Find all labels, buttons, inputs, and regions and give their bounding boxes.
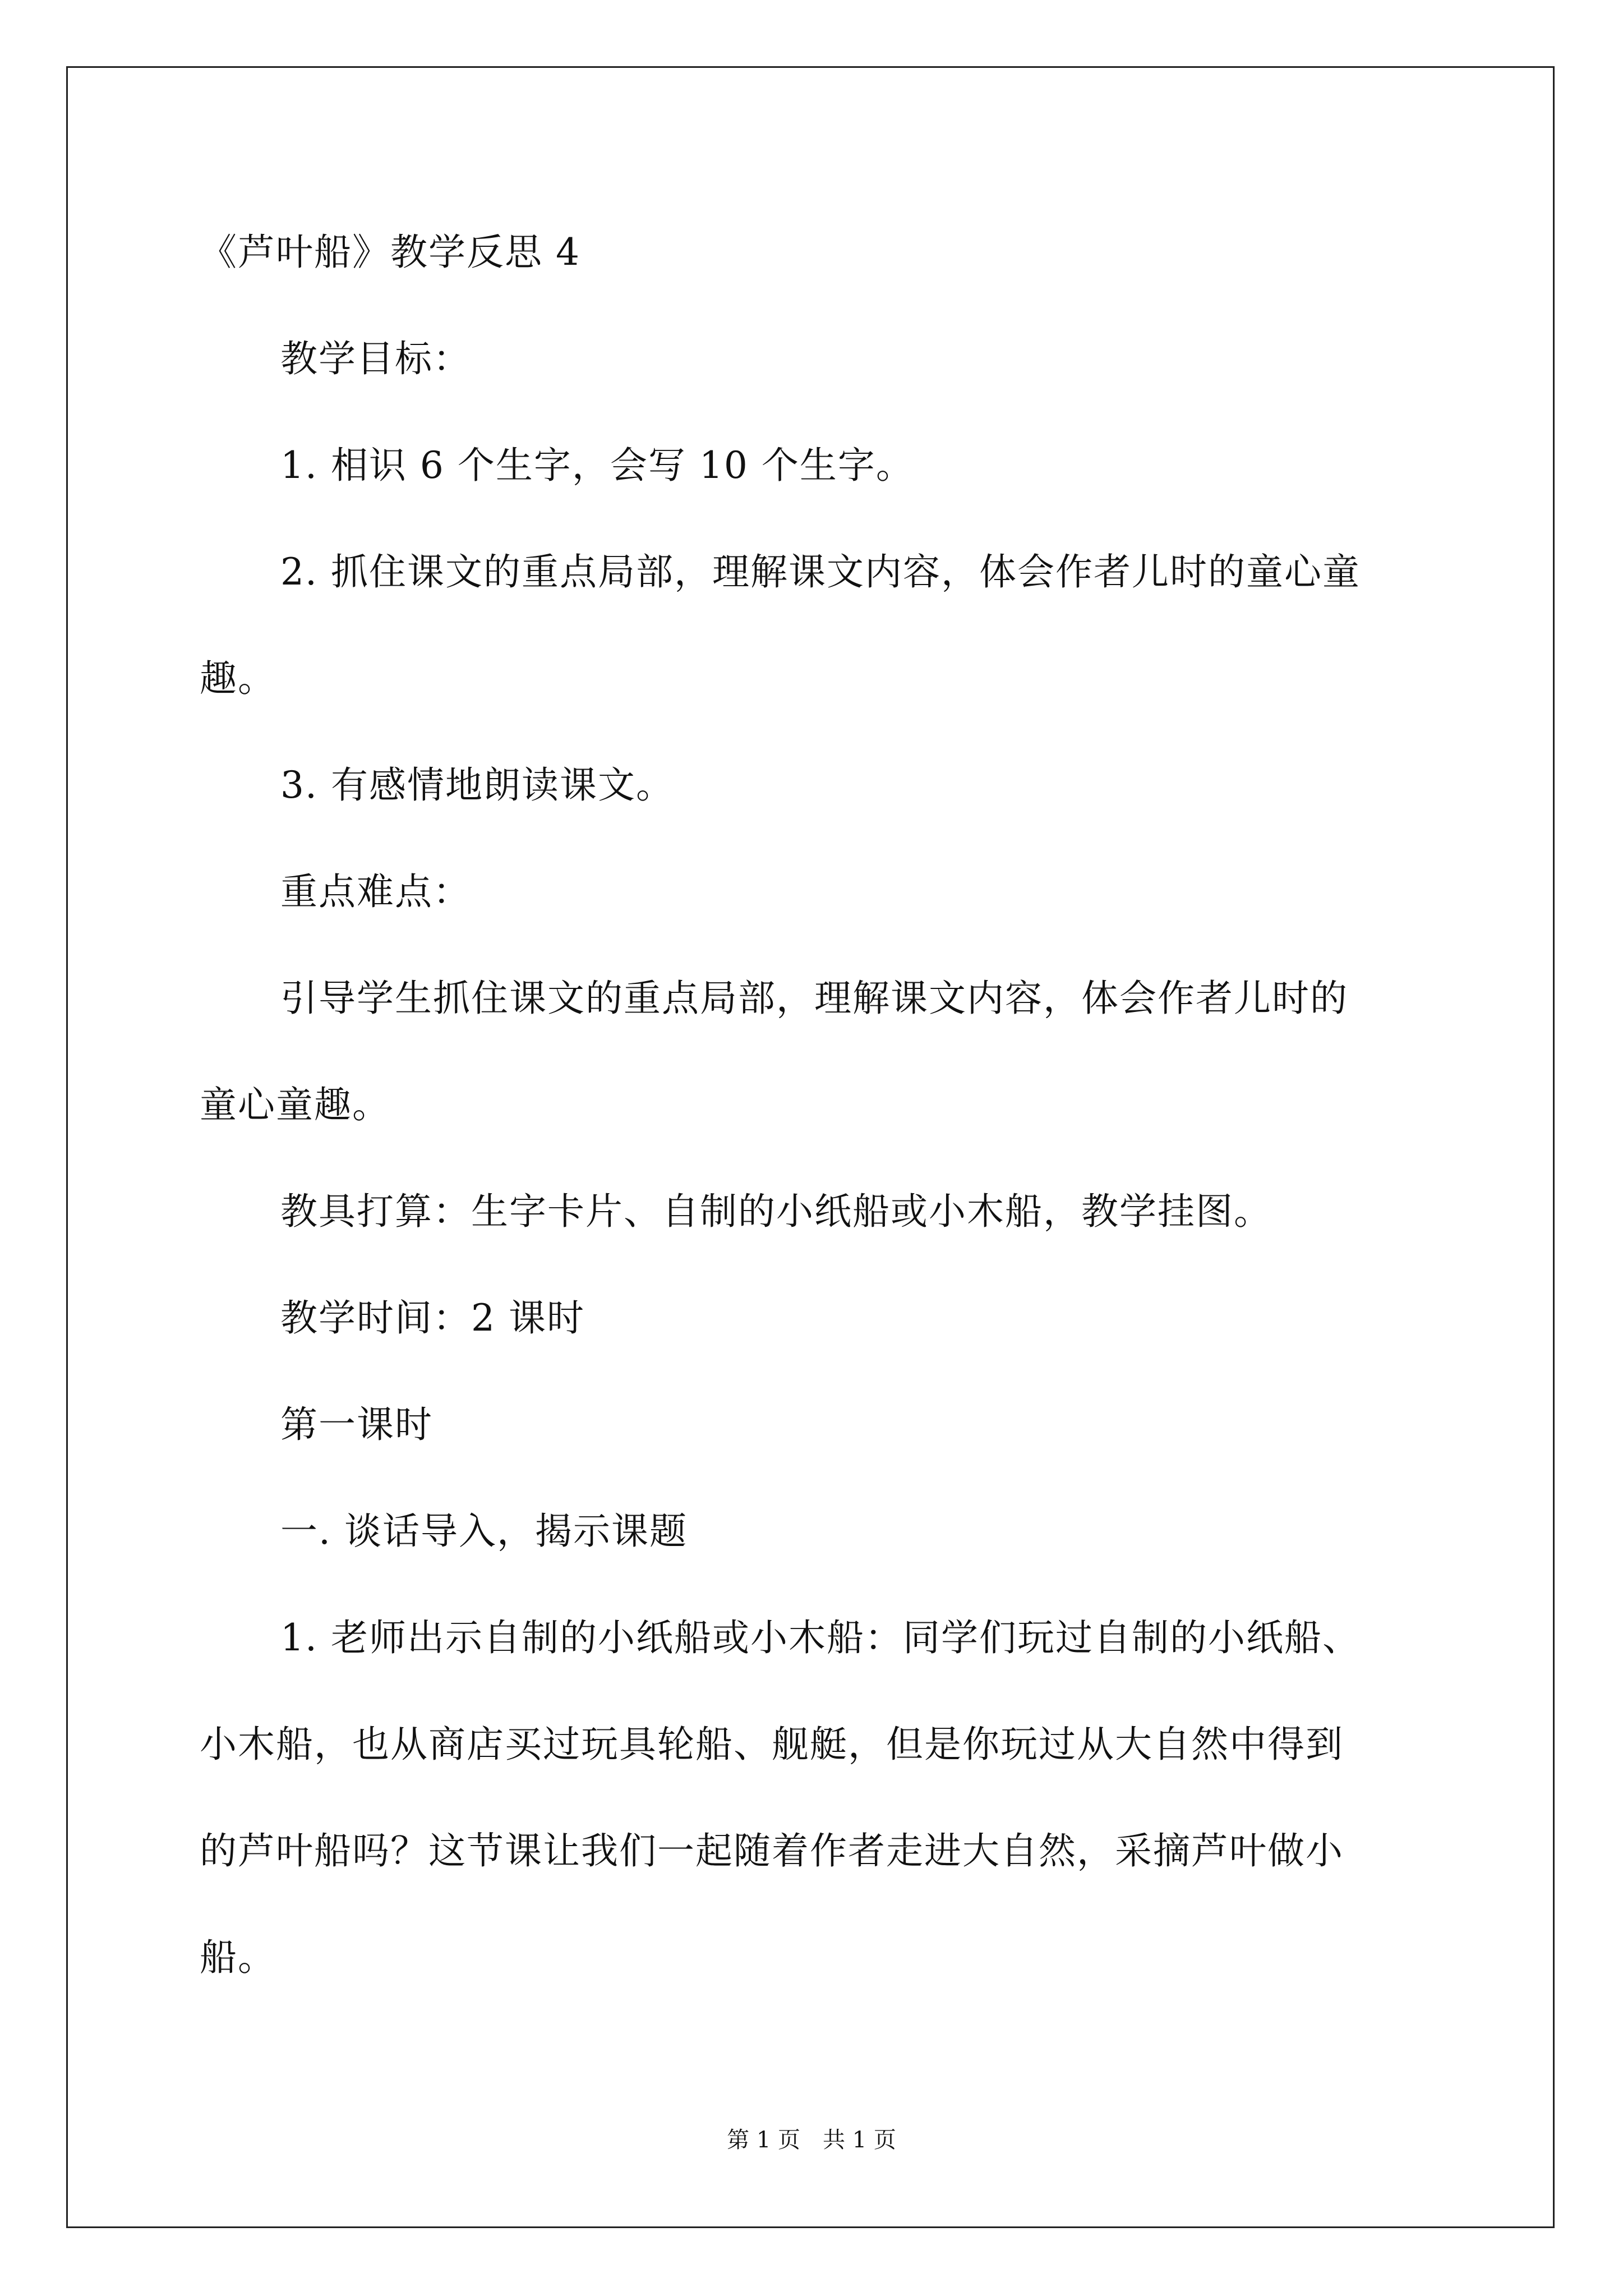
- paragraph-line: 3. 有感情地朗读课文。: [280, 763, 674, 807]
- paragraph-line: 的芦叶船吗？这节课让我们一起随着作者走进大自然，采摘芦叶做小: [200, 1829, 1344, 1872]
- document-title: 《芦叶船》教学反思 4: [200, 231, 580, 274]
- paragraph-line: 2. 抓住课文的重点局部，理解课文内容，体会作者儿时的童心童: [280, 550, 1361, 593]
- paragraph-line: 教具打算：生字卡片、自制的小纸船或小木船，教学挂图。: [280, 1190, 1272, 1233]
- paragraph-line: 教学时间：2 课时: [280, 1296, 585, 1340]
- page-footer: 第 1 页 共 1 页: [727, 2127, 896, 2153]
- paragraph-line: 船。: [200, 1936, 276, 1979]
- paragraph-line: 小木船，也从商店买过玩具轮船、舰艇，但是你玩过从大自然中得到: [200, 1723, 1344, 1766]
- page-border: [66, 66, 1555, 2228]
- paragraph-line: 童心童趣。: [200, 1083, 390, 1126]
- paragraph-line: 重点难点：: [280, 870, 471, 913]
- paragraph-line: 引导学生抓住课文的重点局部，理解课文内容，体会作者儿时的: [280, 977, 1348, 1020]
- paragraph-line: 1. 相识 6 个生字，会写 10 个生字。: [280, 444, 914, 487]
- paragraph-line: 教学目标：: [280, 337, 471, 380]
- paragraph-line: 1. 老师出示自制的小纸船或小木船：同学们玩过自制的小纸船、: [280, 1616, 1361, 1659]
- paragraph-line: 趣。: [200, 657, 276, 700]
- paragraph-line: 一. 谈话导入，揭示课题: [280, 1510, 688, 1553]
- paragraph-line: 第一课时: [280, 1403, 433, 1446]
